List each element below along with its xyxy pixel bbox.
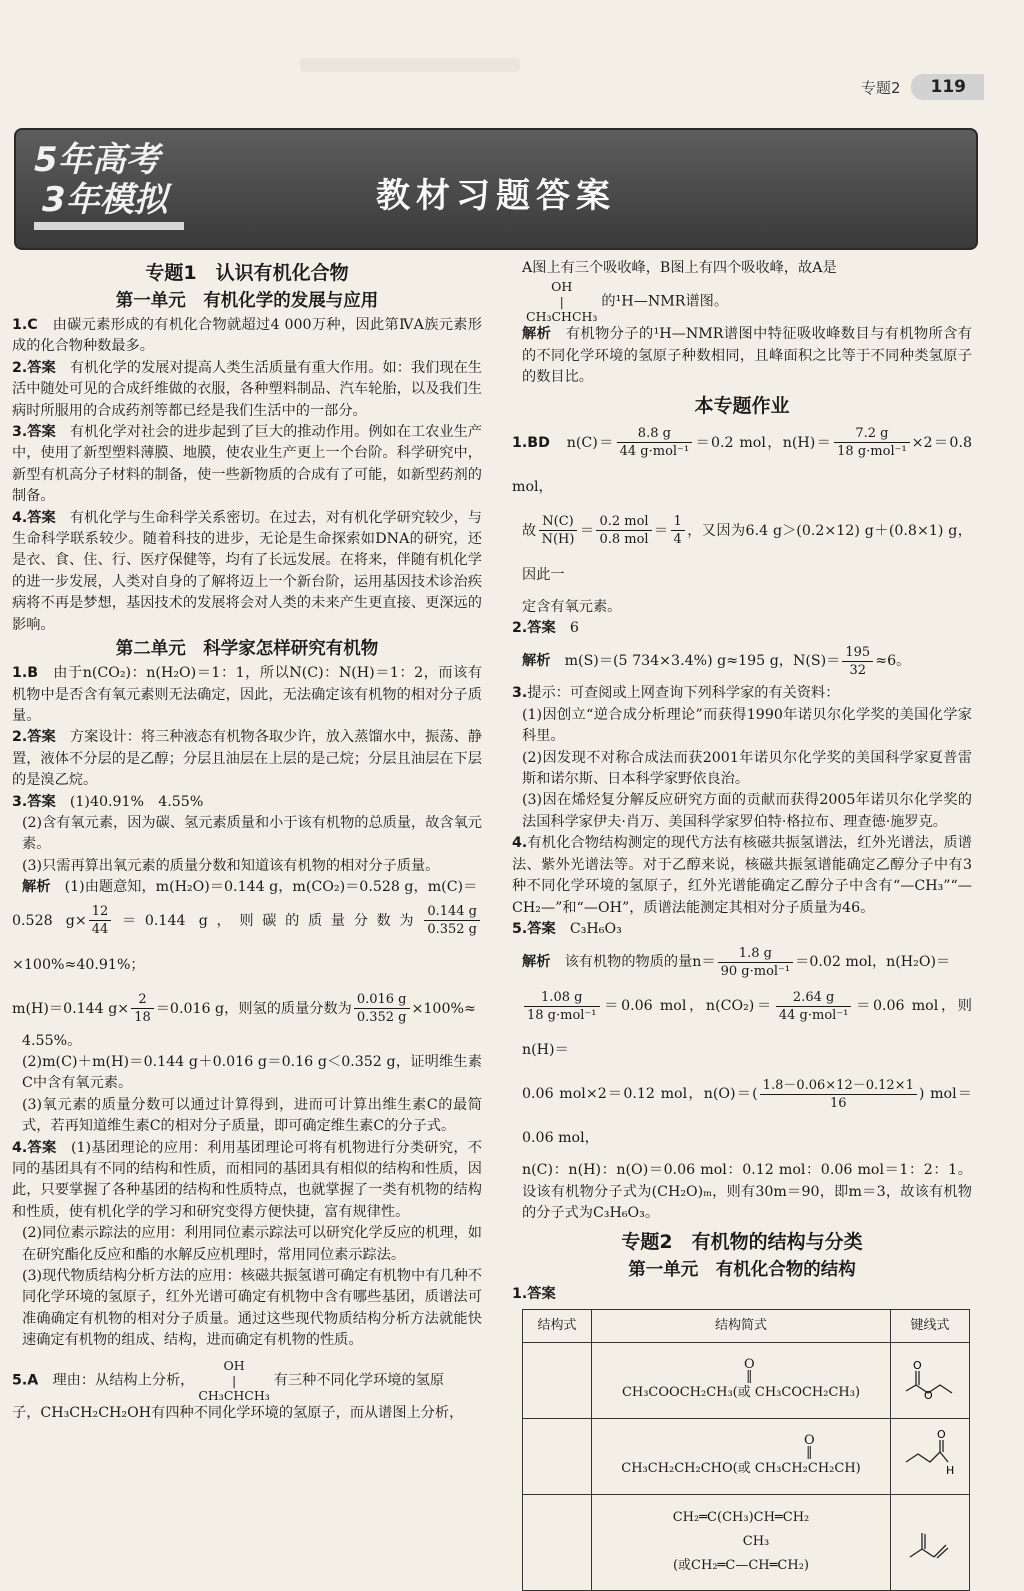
fraction <box>524 989 600 1024</box>
numerator: 2 <box>131 991 154 1009</box>
fraction <box>776 989 852 1024</box>
u2-q2-label: 2.答案 <box>12 729 56 746</box>
table-cell <box>891 1494 970 1590</box>
text: ) mol＝0.06 mol， <box>522 1086 972 1147</box>
u2-q4-label: 4.答案 <box>12 1139 57 1156</box>
table-cell <box>891 1342 970 1418</box>
u1-q1-label: 1.C <box>12 317 38 333</box>
text: ≈6。 <box>875 653 911 670</box>
col-header: 结构式 <box>523 1309 592 1342</box>
text: ＝0.06 mol，n(CO₂)＝ <box>601 998 774 1015</box>
h3-intro: 提示：可查阅或上网查询下列科学家的有关资料： <box>527 685 840 702</box>
text: ＝0.06 mol，则n(H)＝ <box>522 998 972 1059</box>
u2-q3-label: 3.答案 <box>12 793 56 810</box>
h2 <box>512 618 972 639</box>
h1-line1 <box>512 421 972 509</box>
numerator: 12 <box>89 903 112 921</box>
structure-line3: (或CH₂═C—CH═CH₂) <box>672 1558 810 1574</box>
u2-q5-label: 5.A <box>12 1372 39 1389</box>
jx-label: 解析 <box>22 879 51 896</box>
fraction <box>671 513 685 548</box>
u2-q4-p1: (1)基团理论的应用：利用基团理论可将有机物进行分类研究，不同的基团具有不同的结构和性质，而相同的基团具有相似的结构和性质，因此，只要掌握了各种基团的结构和性质特点，也就掌握了一类有机物的结构和性质，使有机化学的学习和研究变得方便快捷，富有规律性。 <box>12 1139 482 1220</box>
jx-label: 解析 <box>522 954 551 971</box>
text: 0.06 mol×2＝0.12 mol，n(O)＝( <box>522 1086 758 1103</box>
page-number: 119 <box>911 74 985 100</box>
h5-jx4: n(C)：n(H)：n(O)＝0.06 mol：0.12 mol：0.06 mol＝1：2：1。设该有机物分子式为(CH₂O)ₘ，则有30m＝90，即m＝3，故该有机物的分子式为C₃H₆O₃。 <box>522 1162 972 1222</box>
chain: CH₃CHCH₃ <box>526 309 598 325</box>
u1-q3 <box>12 422 482 508</box>
denominator: 18 <box>134 1010 151 1026</box>
denominator: 32 <box>849 662 867 678</box>
fraction <box>834 425 910 460</box>
r-c1: A图上有三个吸收峰，B图上有四个吸收峰，故A是 <box>522 260 837 276</box>
jx-text: 有机物分子的¹H—NMR谱图中特征吸收峰数目与有机物所含有的不同化学环境的氢原子种数相同，且峰面积之比等于不同种类氢原子的数目比。 <box>522 326 972 386</box>
svg-text:O: O <box>924 1389 933 1403</box>
table-cell: O ‖ CH₃COOCH₂CH₃(或 CH₃COCH₂CH₃) <box>592 1342 891 1418</box>
text: m(S)＝(5 734×3.4%) g≈195 g，N(S)＝ <box>564 653 841 670</box>
oh-group: OH <box>223 1357 245 1373</box>
u2-q3-jx6: (3)氧元素的质量分数可以通过计算得到，进而可计算出维生素C的最简式，若再知道维生素C的相对分子质量，即可确定维生素C的分子式。 <box>22 1096 482 1135</box>
u1-q2-text: 有机化学的发展对提高人类生活质量有重大作用。如：我们现在生活中随处可见的合成纤维做的衣服，各种塑料制品、汽车轮胎，以及我们生病时所服用的合成药剂等都已经是我们生活中的一部分。 <box>12 359 482 419</box>
h4-text: 有机化合物结构测定的现代方法有核磁共振氢谱法，红外光谱法，质谱法、紫外光谱法等。对于乙醇来说，核磁共振氢谱能确定乙醇分子中有3种不同化学环境的氢原子，红外光谱能确定乙醇分子中含有“—CH₃”“—CH₂—”和“—OH”，质谱法能测定其相对分子质量为46。 <box>512 835 972 916</box>
u2-q3-line3: (3)只需再算出氧元素的质量分数和知道该有机物的相对分子质量。 <box>22 857 440 874</box>
h3 <box>512 683 972 704</box>
h3-p3: (3)因在烯烃复分解反应研究方面的贡献而获得2005年诺贝尔化学奖的法国科学家伊夫·肖万、美国科学家罗伯特·格拉布、理查德·施罗克。 <box>522 792 972 830</box>
u2-q3 <box>12 792 482 813</box>
fraction <box>131 991 154 1026</box>
page-header <box>861 74 984 100</box>
jx-label: 解析 <box>522 326 552 343</box>
topic-label: 专题2 <box>860 78 901 97</box>
u1-q3-label: 3.答案 <box>12 424 56 441</box>
text: ＝0.2 mol，n(H)＝ <box>694 434 833 451</box>
isopropanol-structure: OH | CH₃CHCH₃ <box>198 1357 270 1403</box>
denominator: 0.352 g <box>427 922 477 938</box>
h2-jx <box>512 639 972 683</box>
u2-q1 <box>12 663 482 727</box>
numerator: 1.8 g <box>718 945 794 963</box>
homework-title: 本专题作业 <box>694 394 790 417</box>
numerator: 0.2 mol <box>596 513 651 531</box>
denominator: 90 g·mol⁻¹ <box>720 963 791 979</box>
numerator: 1.8－0.06×12－0.12×1 <box>760 1077 917 1095</box>
h5 <box>512 919 972 940</box>
fraction <box>617 425 693 460</box>
u2-q1-text: 由于n(CO₂)：n(H₂O)＝1：1，所以N(C)：N(H)＝1：2，而该有机物中是否含有氧元素则无法确定，因此，无法确定该有机物的相对分子质量。 <box>12 665 482 724</box>
fraction <box>424 903 480 938</box>
u2-q1-label: 1.B <box>12 665 39 682</box>
denominator: 44 g·mol⁻¹ <box>619 444 690 460</box>
u1-q1-text: 由碳元素形成的有机化合物就超过4 000万种，因此第ⅣA族元素形成的化合物种数最多。 <box>12 317 482 355</box>
u2-q3-jx1 <box>12 877 482 898</box>
h5-answer: C₃H₆O₃ <box>569 920 622 937</box>
structure-methyl: CH₃ <box>742 1534 770 1550</box>
h1-label: 1.BD <box>512 434 550 451</box>
answer-table <box>522 1309 970 1591</box>
structure-text: CH₃COOCH₂CH₃(或 CH₃COCH₂CH₃) <box>621 1384 861 1400</box>
h2-answer: 6 <box>569 620 579 637</box>
h3-p1: (1)因创立“逆合成分析理论”而获得1990年诺贝尔化学奖的美国化学家科里。 <box>522 706 972 745</box>
text: ＝0.144 g，则碳的质量分数为 <box>113 912 423 929</box>
text: ＝0.02 mol，n(H₂O)＝ <box>795 954 951 971</box>
table-cell <box>523 1494 592 1590</box>
t2-q1 <box>512 1284 972 1305</box>
numerator: 0.016 g <box>354 991 410 1009</box>
denominator: 4 <box>673 532 682 548</box>
structure-line1: CH₂═C(CH₃)CH═CH₂ <box>672 1510 810 1526</box>
h2-label: 2.答案 <box>512 620 556 637</box>
ethyl-acetate-skeletal <box>902 1355 958 1405</box>
denominator: 16 <box>829 1095 847 1111</box>
unit2-title: 第二单元 科学家怎样研究有机物 <box>115 639 379 660</box>
oh-group: OH <box>551 279 573 295</box>
table-row <box>523 1418 970 1494</box>
u2-q4-p3: (3)现代物质结构分析方法的应用：核磁共振氢谱可确定有机物中有几种不同化学环境的氢原子，红外光谱可确定有机物中含有哪些基团，质谱法可准确确定有机物的相对分子质量。通过这些现代物质结构分析方法就能快速确定有机物的组成、结构，进而确定有机物的性质。 <box>22 1268 482 1349</box>
u2-q3-jx4: 4.55%。 <box>22 1032 82 1049</box>
text: 该有机物的物质的量n＝ <box>564 954 716 971</box>
u1-q4-text: 有机化学与生命科学关系密切。在过去，对有机化学研究较少，与生命科学联系较少。随着科技的进步，无论是生命探索如DNA的研究，还是衣、食、住、行、医疗保健等，均有了长远发展。在将来，伴随有机化学的进一步发展，人类对自身的了解将迈上一个新台阶，运用基因技术诊治疾病将不再是梦想，基因技术的发展将会对人类的未来产生更直接、更深远的影响。 <box>12 509 482 633</box>
fraction <box>354 991 410 1026</box>
text: ，又因为6.4 g＞(0.2×12) g＋(0.8×1) g，因此一 <box>522 522 972 583</box>
r-c2 <box>512 279 972 324</box>
fraction <box>760 1077 917 1112</box>
numerator: 2.64 g <box>776 989 852 1007</box>
u2-q5 <box>12 1358 482 1403</box>
numerator: 195 <box>842 644 873 662</box>
logo-line1: 5年高考 <box>34 140 160 180</box>
text: ×2＝0.8 mol， <box>512 434 972 495</box>
topic2-title: 专题2 有机物的结构与分类 <box>621 1230 863 1253</box>
text: 理由：从结构上分析， <box>52 1372 195 1389</box>
table-row <box>523 1342 970 1418</box>
u1-q2 <box>12 358 482 422</box>
table-cell <box>523 1342 592 1418</box>
u2-q4 <box>12 1138 482 1224</box>
col-header: 结构简式 <box>592 1309 891 1342</box>
table-header-row <box>523 1309 970 1342</box>
h3-label: 3. <box>512 685 528 702</box>
u1-q2-label: 2.答案 <box>12 359 56 376</box>
h4 <box>512 833 972 919</box>
fraction <box>596 513 651 548</box>
fraction <box>539 513 578 548</box>
text: ＝ <box>579 522 595 539</box>
u1-q3-text: 有机化学对社会的进步起到了巨大的推动作用。例如在工农业生产中，使用了新型塑料薄膜、地膜，使农业生产更上一个台阶。科学研究中，新型有机高分子材料的制备，使一些新物质的合成有了可能，如新型药剂的制备。 <box>12 424 482 505</box>
jx-text: (1)由题意知，m(H₂O)＝0.144 g，m(CO₂)＝0.528 g，m(C)＝ <box>64 879 478 896</box>
u2-q3-line1: (1)40.91% 4.55% <box>69 793 204 810</box>
text: ×100%≈40.91%； <box>12 956 145 973</box>
h5-jx3 <box>512 1072 972 1160</box>
hydrogen-label: H <box>946 1464 955 1478</box>
logo-bar <box>34 222 184 230</box>
h4-label: 4. <box>512 835 528 852</box>
t2-q1-label: 1.答案 <box>512 1285 556 1302</box>
table-cell <box>523 1418 592 1494</box>
u2-q2 <box>12 727 482 791</box>
page-title: 教材习题答案 <box>376 176 616 216</box>
unit1-title: 第一单元 有机化学的发展与应用 <box>115 291 379 311</box>
structure-text: CH₃CH₂CH₂CHO(或 CH₃CH₂CH₂CH) <box>621 1460 861 1476</box>
r-jx <box>512 324 972 388</box>
u1-q4 <box>12 508 482 636</box>
text: 故 <box>522 522 537 539</box>
text: ＝ <box>653 522 669 539</box>
u2-q3-line2: (2)含有氧元素，因为碳、氢元素质量和小于该有机物的总质量，故含氧元素。 <box>22 814 482 853</box>
fraction <box>89 903 112 938</box>
svg-text:O: O <box>937 1428 946 1442</box>
logo-line2: 3年模拟 <box>42 180 168 220</box>
h1-line3: 定含有氧元素。 <box>522 598 622 615</box>
text: 的¹H—NMR谱图。 <box>601 293 729 310</box>
text: n(C)＝ <box>566 434 615 451</box>
butanal-skeletal <box>902 1428 958 1484</box>
left-column <box>12 258 482 1424</box>
carbonyl-o: O <box>804 1432 815 1448</box>
denominator: 18 g·mol⁻¹ <box>837 444 907 460</box>
u2-q3-jx3 <box>12 987 482 1031</box>
u1-q1 <box>12 315 482 358</box>
col-header: 键线式 <box>891 1309 970 1342</box>
u2-q4-p2: (2)同位素示踪法的应用：利用同位素示踪法可以研究化学反应的机理，如在研究酯化反应和酯的水解反应机理时，常用同位素示踪法。 <box>22 1225 482 1263</box>
chain: CH₃CHCH₃ <box>198 1387 270 1403</box>
u2-q2-text: 方案设计：将三种液态有机物各取少许，放入蒸馏水中，振荡、静置，液体不分层的是乙醇；分层且油层在上层的是己烷；分层且油层在下层的是溴乙烷。 <box>12 729 482 789</box>
right-column <box>512 258 972 1591</box>
text: m(H)＝0.144 g× <box>12 1000 130 1017</box>
h5-jx1 <box>512 940 972 984</box>
isoprene-skeletal <box>902 1517 958 1567</box>
u2-q5-t3: 子，CH₃CH₂CH₂OH有四种不同化学环境的氢原子，而从谱图上分析， <box>12 1404 464 1421</box>
numerator: 0.144 g <box>424 903 480 921</box>
carbonyl-o: O <box>744 1356 755 1372</box>
table-cell <box>592 1494 891 1590</box>
isopropanol-structure: OH | CH₃CHCH₃ <box>526 279 598 325</box>
title-banner <box>14 128 978 250</box>
denominator: N(H) <box>541 532 575 548</box>
u2-q3-jx5: (2)m(C)＋m(H)＝0.144 g＋0.016 g＝0.16 g＜0.352 g，证明维生素C中含有氧元素。 <box>22 1053 482 1092</box>
t2-unit1-title: 第一单元 有机化合物的结构 <box>628 1259 856 1280</box>
fraction <box>842 644 873 679</box>
text: 有三种不同化学环境的氢原 <box>273 1372 445 1389</box>
text: ＝0.016 g，则氢的质量分数为 <box>155 1000 352 1017</box>
h3-p2: (2)因发现不对称合成法而获2001年诺贝尔化学奖的美国科学家夏普雷斯和诺尔斯、日本科学家野依良治。 <box>522 749 972 788</box>
h1-line2 <box>512 509 972 597</box>
text: 0.528 g× <box>12 912 87 929</box>
denominator: 18 g·mol⁻¹ <box>527 1007 597 1023</box>
denominator: 44 <box>91 922 109 938</box>
numerator: N(C) <box>539 513 578 531</box>
u2-q3-jx2 <box>12 899 482 987</box>
table-cell <box>891 1418 970 1494</box>
jx-label: 解析 <box>522 653 551 670</box>
numerator: 8.8 g <box>617 425 693 443</box>
denominator: 0.352 g <box>356 1010 407 1026</box>
numerator: 7.2 g <box>834 425 910 443</box>
table-row <box>523 1494 970 1590</box>
topic1-title: 专题1 认识有机化合物 <box>145 262 349 284</box>
u1-q4-label: 4.答案 <box>12 509 56 526</box>
svg-text:O: O <box>913 1359 922 1373</box>
denominator: 44 g·mol⁻¹ <box>778 1007 849 1023</box>
h5-label: 5.答案 <box>512 920 556 937</box>
numerator: 1 <box>671 513 685 531</box>
text: ×100%≈ <box>411 1000 476 1017</box>
numerator: 1.08 g <box>524 989 600 1007</box>
top-strip <box>300 58 520 72</box>
table-cell: O ‖ CH₃CH₂CH₂CHO(或 CH₃CH₂CH₂CH) <box>592 1418 891 1494</box>
fraction <box>718 945 794 980</box>
h5-jx2 <box>512 984 972 1072</box>
denominator: 0.8 mol <box>599 532 649 548</box>
